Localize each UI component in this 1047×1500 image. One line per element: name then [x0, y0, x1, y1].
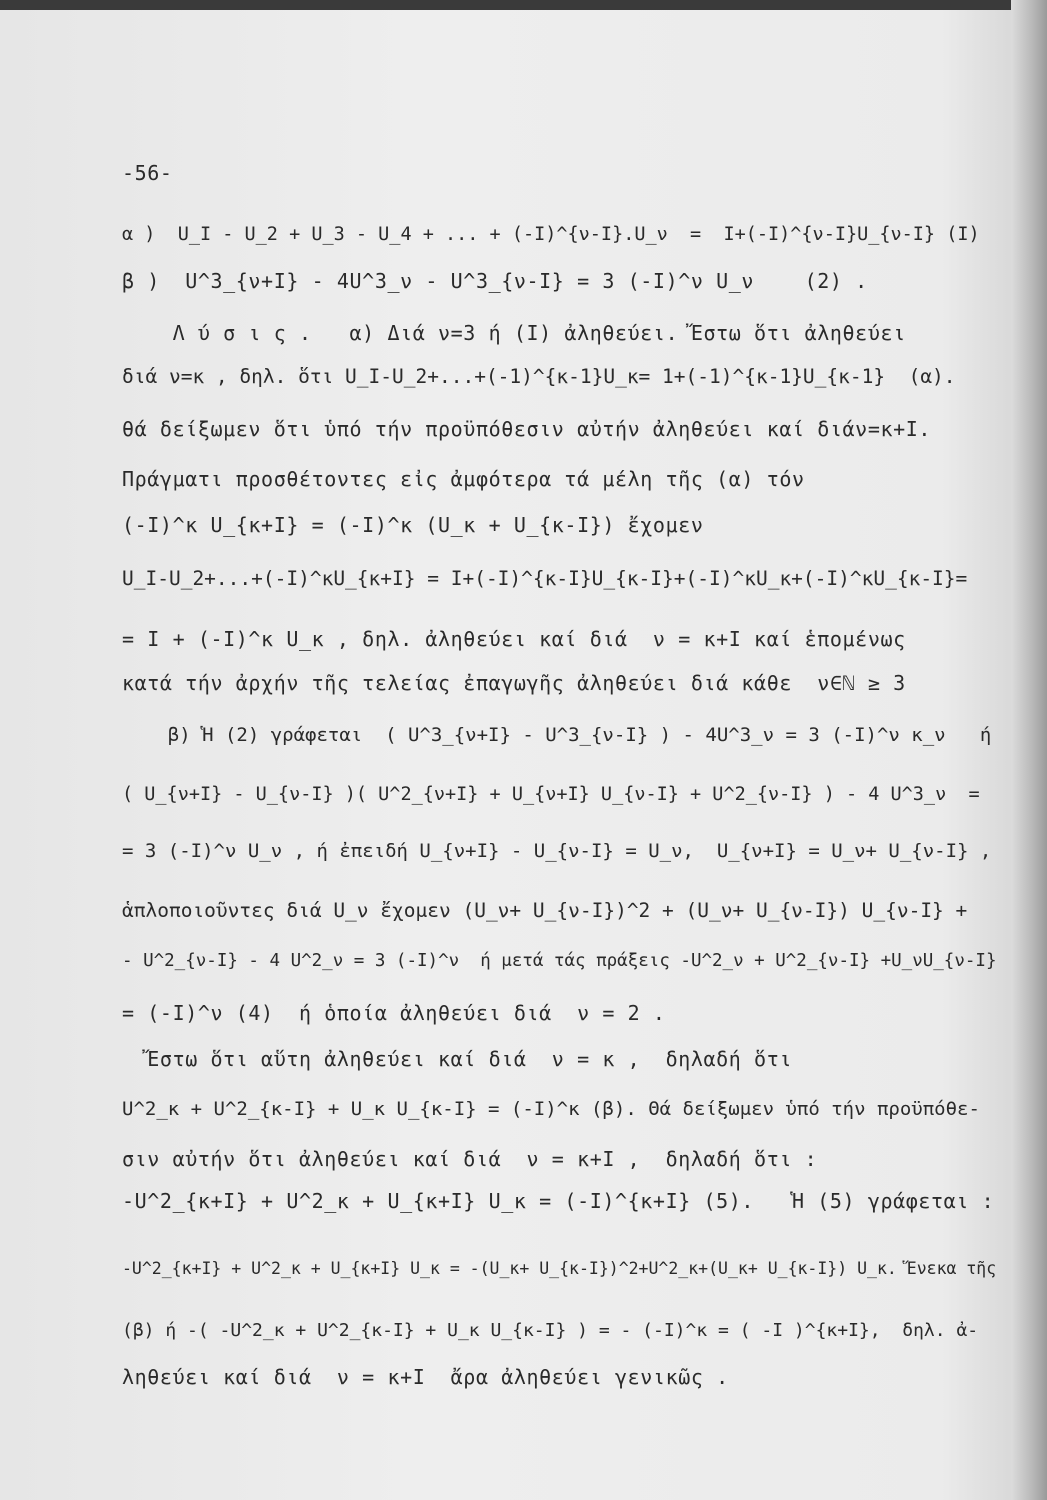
page-number: -56-: [122, 161, 173, 185]
text-line: -U^2_{κ+I} + U^2_κ + U_{κ+I} U_κ = -(U_κ+ U_{κ-I})^2+U^2_κ+(U_κ+ U_{κ-I}) U_κ. Ἕνεκα τῆς: [122, 1259, 997, 1278]
scan-right-edge: [1011, 0, 1047, 1500]
text-line: = I + (-I)^κ U_κ , δηλ. ἀληθεύει καί διά ν = κ+I καί ἑπομένως: [122, 627, 906, 651]
text-line: Πράγματι προσθέτοντες εἰς ἀμφότερα τά μέλη τῆς (α) τόν: [122, 467, 805, 491]
text-line: U^2_κ + U^2_{κ-I} + U_κ U_{κ-I} = (-I)^κ (β). Θά δείξωμεν ὑπό τήν προϋπόθε-: [122, 1098, 980, 1120]
text-line: = (-I)^ν (4) ή ὁποία ἀληθεύει διά ν = 2 .: [122, 1001, 666, 1025]
text-line: = 3 (-I)^ν U_ν , ή ἐπειδή U_{ν+I} - U_{ν-I} = U_ν, U_{ν+I} = U_ν+ U_{ν-I} ,: [122, 840, 992, 862]
text-line: Ἔστω ὅτι αὕτη ἀληθεύει καί διά ν = κ , δηλαδή ὅτι: [122, 1047, 792, 1071]
text-line: θά δείξωμεν ὅτι ὑπό τήν προϋπόθεσιν αὐτήν ἀληθεύει καί διάν=κ+I.: [122, 417, 932, 441]
text-line: ( U_{ν+I} - U_{ν-I} )( U^2_{ν+I} + U_{ν+I} U_{ν-I} + U^2_{ν-I} ) - 4 U^3_ν =: [122, 784, 980, 805]
text-line: ἁπλοποιοῦντες διά U_ν ἔχομεν (U_ν+ U_{ν-I})^2 + (U_ν+ U_{ν-I}) U_{ν-I} +: [122, 899, 968, 922]
text-line: β) Ἡ (2) γράφεται ( U^3_{ν+I} - U^3_{ν-I} ) - 4U^3_ν = 3 (-I)^ν κ_ν ή: [122, 724, 992, 746]
text-line: ληθεύει καί διά ν = κ+I ἄρα ἀληθεύει γενικῶς .: [122, 1365, 729, 1389]
text-line: σιν αὐτήν ὅτι ἀληθεύει καί διά ν = κ+I , δηλαδή ὅτι :: [122, 1147, 818, 1171]
text-line: α ) U_I - U_2 + U_3 - U_4 + ... + (-I)^{ν-I}.U_ν = I+(-I)^{ν-I}U_{ν-I} (I): [122, 224, 980, 245]
text-line: Λ ύ σ ι ς . α) Διά ν=3 ή (I) ἀληθεύει. Ἔστω ὅτι ἀληθεύει: [122, 321, 906, 345]
text-line: U_I-U_2+...+(-I)^κU_{κ+I} = I+(-I)^{κ-I}U_{κ-I}+(-I)^κU_κ+(-I)^κU_{κ-I}=: [122, 567, 968, 590]
text-line: διά ν=κ , δηλ. ὅτι U_I-U_2+...+(-1)^{κ-1}U_κ= 1+(-1)^{κ-1}U_{κ-1} (α).: [122, 365, 956, 388]
scan-top-edge: [0, 0, 1047, 10]
text-line: -U^2_{κ+I} + U^2_κ + U_{κ+I} U_κ = (-I)^{κ+I} (5). Ἡ (5) γράφεται :: [122, 1189, 995, 1213]
text-line: β ) U^3_{ν+I} - 4U^3_ν - U^3_{ν-I} = 3 (-I)^ν U_ν (2) .: [122, 269, 868, 293]
text-line: (β) ή -( -U^2_κ + U^2_{κ-I} + U_κ U_{κ-I} ) = - (-I)^κ = ( -I )^{κ+I}, δηλ. ἀ-: [122, 1320, 979, 1341]
text-line: - U^2_{ν-I} - 4 U^2_ν = 3 (-I)^ν ή μετά τάς πράξεις -U^2_ν + U^2_{ν-I} +U_νU_{ν-I}: [122, 951, 997, 971]
text-line: (-I)^κ U_{κ+I} = (-I)^κ (U_κ + U_{κ-I}) ἔχομεν: [122, 513, 704, 537]
text-line: κατά τήν ἀρχήν τῆς τελείας ἐπαγωγῆς ἀληθεύει διά κάθε ν∈ℕ ≥ 3: [122, 671, 906, 695]
